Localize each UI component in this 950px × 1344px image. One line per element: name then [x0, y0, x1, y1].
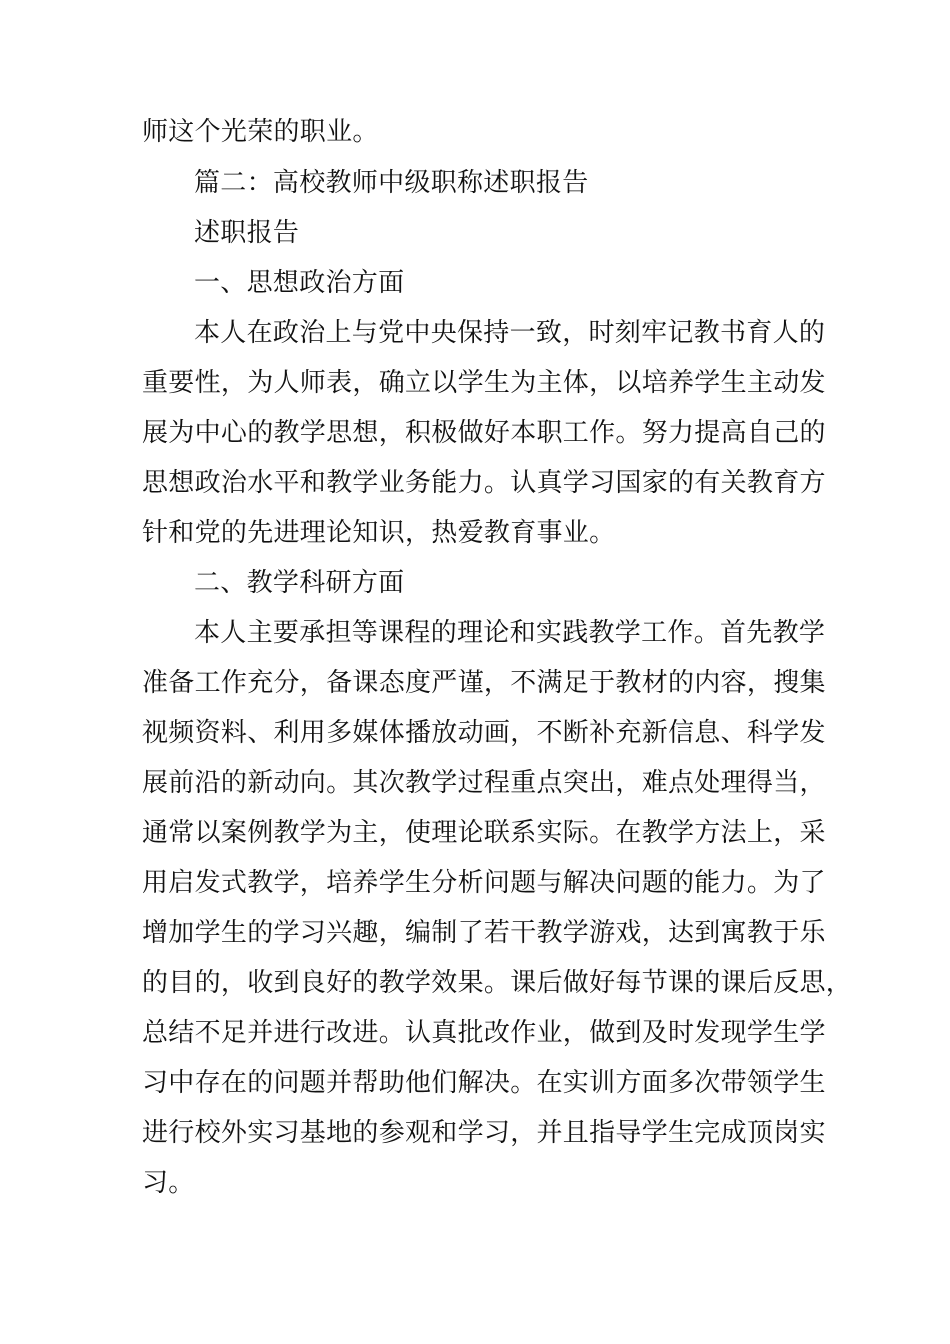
section-heading-teaching: 二、教学科研方面 — [194, 568, 405, 598]
paragraph-line: 进行校外实习基地的参观和学习，并且指导学生完成顶岗实 — [142, 1118, 826, 1148]
chapter-heading: 篇二：高校教师中级职称述职报告 — [194, 168, 589, 198]
report-title: 述职报告 — [194, 218, 300, 248]
paragraph-line: 准备工作充分，备课态度严谨，不满足于教材的内容，搜集 — [142, 668, 826, 698]
paragraph-line: 本人在政治上与党中央保持一致，时刻牢记教书育人的 — [194, 318, 826, 348]
paragraph-line: 重要性，为人师表，确立以学生为主体，以培养学生主动发 — [142, 368, 826, 398]
paragraph-line: 针和党的先进理论知识，热爱教育事业。 — [142, 518, 616, 548]
paragraph-line: 本人主要承担等课程的理论和实践教学工作。首先教学 — [194, 618, 826, 648]
paragraph-line: 总结不足并进行改进。认真批改作业，做到及时发现学生学 — [142, 1018, 826, 1048]
paragraph-line: 视频资料、利用多媒体播放动画，不断补充新信息、科学发 — [142, 718, 826, 748]
section-heading-politics: 一、思想政治方面 — [194, 268, 405, 298]
paragraph-line: 展为中心的教学思想，积极做好本职工作。努力提高自己的 — [142, 418, 826, 448]
paragraph-line: 增加学生的学习兴趣，编制了若干教学游戏，达到寓教于乐 — [142, 918, 826, 948]
paragraph-line: 习。 — [142, 1168, 195, 1198]
paragraph-line: 习中存在的问题并帮助他们解决。在实训方面多次带领学生 — [142, 1068, 826, 1098]
paragraph-line: 思想政治水平和教学业务能力。认真学习国家的有关教育方 — [142, 468, 826, 498]
paragraph-line: 展前沿的新动向。其次教学过程重点突出，难点处理得当， — [142, 768, 826, 798]
paragraph-continuation: 师这个光荣的职业。 — [142, 117, 379, 147]
paragraph-line: 的目的，收到良好的教学效果。课后做好每节课的课后反思， — [142, 968, 853, 998]
paragraph-line: 用启发式教学，培养学生分析问题与解决问题的能力。为了 — [142, 868, 826, 898]
paragraph-line: 通常以案例教学为主，使理论联系实际。在教学方法上，采 — [142, 818, 826, 848]
